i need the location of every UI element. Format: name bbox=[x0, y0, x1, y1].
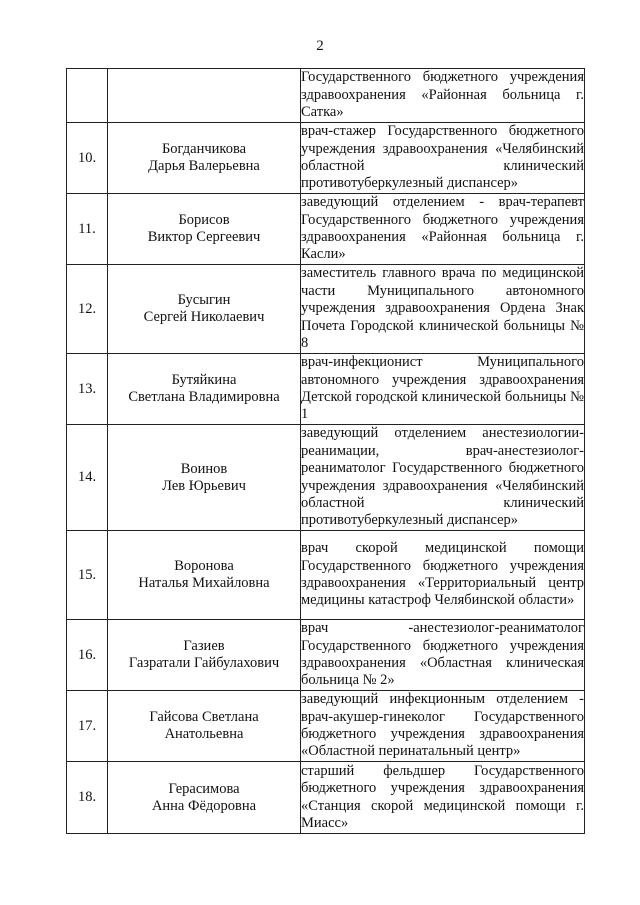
table-row bbox=[67, 425, 585, 531]
staff-table bbox=[66, 68, 585, 834]
table-row bbox=[67, 265, 585, 354]
surname: Воронова bbox=[174, 558, 234, 574]
person-name bbox=[108, 531, 301, 620]
position-description: заведующий отделением анестезиологии-реанимации, врач-анестезиолог-реаниматолог Государственного бюджетного учреждения здравоохранения «Челябинский областной клинический противотуберкулезный диспансер» bbox=[301, 425, 585, 531]
page-number: 2 bbox=[316, 38, 324, 54]
surname: Борисов bbox=[178, 212, 230, 228]
row-number: 16. bbox=[67, 620, 108, 691]
position-description: врач-инфекционист Муниципального автономного учреждения здравоохранения Детской городской клинической больницы № 1 bbox=[301, 354, 585, 425]
position-description: врач-стажер Государственного бюджетного учреждения здравоохранения «Челябинский областной клинический противотуберкулезный диспансер» bbox=[301, 123, 585, 194]
position-description: заведующий инфекционным отделением - врач-акушер-гинеколог Государственного бюджетного учреждения здравоохранения «Областной перинатальный центр» bbox=[301, 691, 585, 762]
row-number: 18. bbox=[67, 762, 108, 834]
given-names: Газратали Гайбулахович bbox=[128, 655, 280, 671]
given-names: Дарья Валерьевна bbox=[148, 158, 260, 174]
table-row bbox=[67, 620, 585, 691]
table-row bbox=[67, 123, 585, 194]
person-name bbox=[108, 265, 301, 354]
person-name bbox=[108, 425, 301, 531]
surname: Бутяйкина bbox=[171, 372, 237, 388]
table-row bbox=[67, 531, 585, 620]
person-name bbox=[108, 123, 301, 194]
position-description: заведующий отделением - врач-терапевт Государственного бюджетного учреждения здравоохранения «Районная больница г. Касли» bbox=[301, 194, 585, 265]
given-names: Виктор Сергеевич bbox=[147, 229, 261, 245]
given-names: Наталья Михайловна bbox=[138, 575, 270, 591]
given-names: Анна Фёдоровна bbox=[151, 797, 257, 814]
position-description: старший фельдшер Государственного бюджетного учреждения здравоохранения «Станция скорой медицинской помощи г. Миасс» bbox=[301, 762, 585, 834]
person-name bbox=[108, 691, 301, 762]
position-description: врач -анестезиолог-реаниматолог Государственного бюджетного учреждения здравоохранения «Областная клиническая больница № 2» bbox=[301, 620, 585, 691]
table-row bbox=[67, 69, 585, 123]
table-row bbox=[67, 194, 585, 265]
given-names: Сергей Николаевич bbox=[143, 309, 265, 325]
row-number: 10. bbox=[67, 123, 108, 194]
table-row bbox=[67, 691, 585, 762]
person-name bbox=[108, 194, 301, 265]
row-number: 17. bbox=[67, 691, 108, 762]
row-number: 14. bbox=[67, 425, 108, 531]
row-number: 15. bbox=[67, 531, 108, 620]
table-row bbox=[67, 354, 585, 425]
person-name bbox=[108, 354, 301, 425]
given-names: Лев Юрьевич bbox=[162, 477, 246, 494]
position-description: Государственного бюджетного учреждения здравоохранения «Районная больница г. Сатка» bbox=[301, 69, 585, 123]
position-description: заместитель главного врача по медицинской части Муниципального автономного учреждения здравоохранения Ордена Знак Почета Городской клинической больницы № 8 bbox=[301, 265, 585, 354]
surname: Гайсова Светлана bbox=[149, 709, 259, 725]
surname: Бусыгин bbox=[177, 292, 231, 308]
surname: Богданчикова bbox=[161, 141, 247, 157]
person-name bbox=[108, 69, 301, 123]
surname: Воинов bbox=[180, 460, 228, 477]
position-description: врач скорой медицинской помощи Государственного бюджетного учреждения здравоохранения «Территориальный центр медицины катастроф Челябинской области» bbox=[301, 531, 585, 620]
table-row bbox=[67, 762, 585, 834]
given-names: Светлана Владимировна bbox=[128, 389, 280, 405]
person-name bbox=[108, 620, 301, 691]
person-name bbox=[108, 762, 301, 834]
row-number: 11. bbox=[67, 194, 108, 265]
given-names: Анатольевна bbox=[164, 726, 244, 742]
row-number: 13. bbox=[67, 354, 108, 425]
surname: Газиев bbox=[183, 638, 225, 654]
surname: Герасимова bbox=[168, 780, 240, 797]
row-number: 12. bbox=[67, 265, 108, 354]
row-number bbox=[67, 69, 108, 123]
